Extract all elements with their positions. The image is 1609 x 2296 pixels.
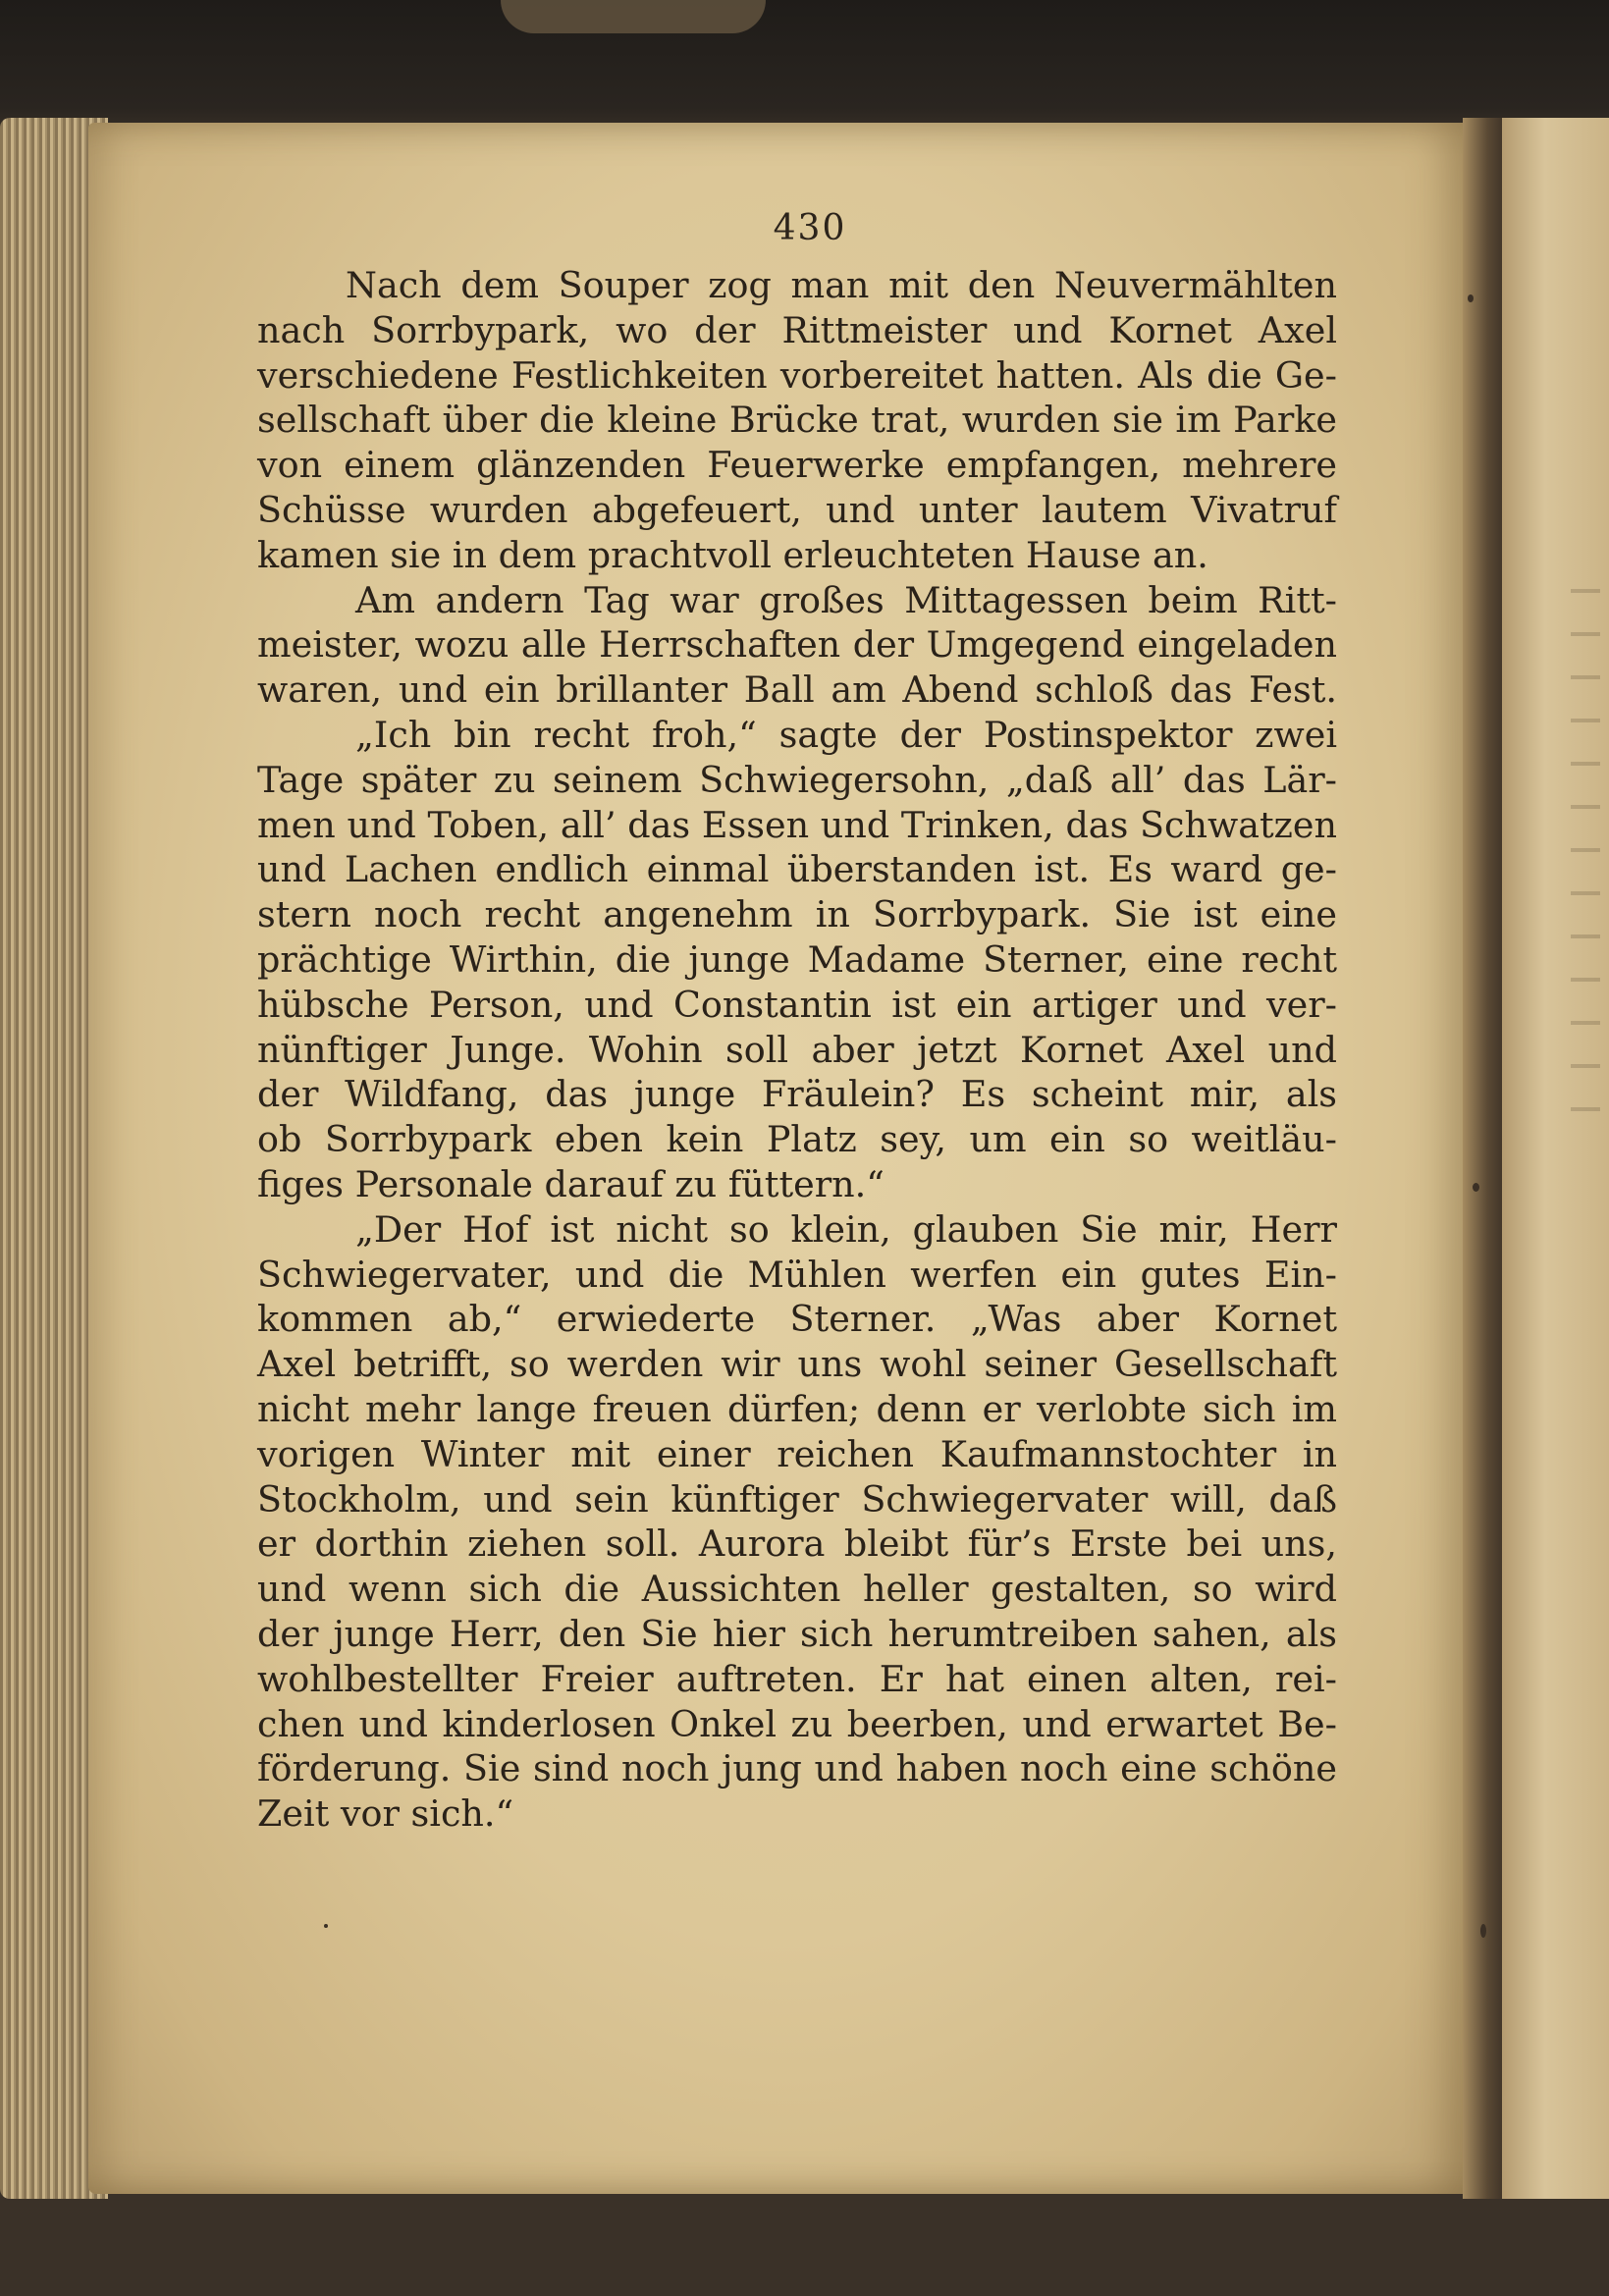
text-line: vorigen Winter mit einer reichen Kaufmannstochter in xyxy=(257,1432,1337,1475)
next-page-sliver xyxy=(1502,118,1609,2199)
next-page-text-edge xyxy=(1571,550,1600,1139)
text-line: figes Personale darauf zu füttern.“ xyxy=(257,1162,885,1205)
book-cover-tab xyxy=(501,0,766,33)
text-line: Schwiegervater, und die Mühlen werfen ein gutes Ein- xyxy=(257,1253,1337,1296)
book-gutter xyxy=(1463,118,1507,2199)
text-line: Axel betrifft, so werden wir uns wohl seiner Gesellschaft xyxy=(257,1343,1337,1386)
paper-speck xyxy=(1468,294,1474,302)
text-line: Stockholm, und sein künftiger Schwiegervater will, daß xyxy=(257,1477,1337,1521)
text-line: Am andern Tag war großes Mittagessen beim Ritt- xyxy=(355,578,1337,621)
paper-speck xyxy=(1473,1183,1479,1192)
page-text xyxy=(257,263,1337,1837)
text-line: verschiedene Festlichkeiten vorbereitet hatten. Als die Ge- xyxy=(257,353,1337,397)
text-line: hübsche Person, und Constantin ist ein artiger und ver- xyxy=(257,983,1337,1026)
text-line: sellschaft über die kleine Brücke trat, wurden sie im Parke xyxy=(257,399,1337,442)
page-number: 430 xyxy=(773,208,847,248)
text-line: kommen ab,“ erwiederte Sterner. „Was aber Kornet xyxy=(257,1298,1337,1341)
text-line: der Wildfang, das junge Fräulein? Es scheint mir, als xyxy=(257,1073,1337,1116)
text-line: kamen sie in dem prachtvoll erleuchteten Hause an. xyxy=(257,533,1208,576)
text-line: Nach dem Souper zog man mit den Neuvermählten xyxy=(346,264,1337,306)
text-line: Schüsse wurden abgefeuert, und unter lautem Vivatruf xyxy=(257,488,1337,531)
text-line: nach Sorrbypark, wo der Rittmeister und Kornet Axel xyxy=(257,308,1337,351)
text-line: chen und kinderlosen Onkel zu beerben, und erwartet Be- xyxy=(257,1702,1337,1745)
text-line: men und Toben, all’ das Essen und Trinken, das Schwatzen xyxy=(257,803,1337,846)
text-line: stern noch recht angenehm in Sorrbypark. Sie ist eine xyxy=(257,893,1337,936)
text-line: Zeit vor sich.“ xyxy=(257,1792,514,1836)
text-line: „Ich bin recht froh,“ sagte der Postinspektor zwei xyxy=(355,713,1337,756)
paper-speck xyxy=(324,1924,328,1928)
text-line: er dorthin ziehen soll. Aurora bleibt für’s Erste bei uns, xyxy=(257,1522,1337,1566)
paper-speck xyxy=(1480,1924,1486,1938)
text-line: Tage später zu seinem Schwiegersohn, „daß all’ das Lär- xyxy=(257,758,1337,801)
text-line: von einem glänzenden Feuerwerke empfangen, mehrere xyxy=(257,444,1337,487)
text-line: ob Sorrbypark eben kein Platz sey, um ein so weitläu- xyxy=(257,1118,1337,1161)
text-line: der junge Herr, den Sie hier sich herumtreiben sahen, als xyxy=(257,1612,1337,1655)
text-line: förderung. Sie sind noch jung und haben noch eine schöne xyxy=(257,1747,1337,1790)
text-line: waren, und ein brillanter Ball am Abend schloß das Fest. xyxy=(257,668,1337,712)
text-line: nünftiger Junge. Wohin soll aber jetzt Kornet Axel und xyxy=(257,1028,1337,1071)
text-line: nicht mehr lange freuen dürfen; denn er verlobte sich im xyxy=(257,1387,1337,1430)
text-line: meister, wozu alle Herrschaften der Umgegend eingeladen xyxy=(257,623,1337,667)
text-line: und Lachen endlich einmal überstanden ist. Es ward ge- xyxy=(257,848,1337,891)
text-line: „Der Hof ist nicht so klein, glauben Sie mir, Herr xyxy=(355,1207,1337,1251)
text-line: prächtige Wirthin, die junge Madame Sterner, eine recht xyxy=(257,937,1337,981)
text-line: und wenn sich die Aussichten heller gestalten, so wird xyxy=(257,1568,1337,1611)
text-line: wohlbestellter Freier auftreten. Er hat einen alten, rei- xyxy=(257,1657,1337,1700)
